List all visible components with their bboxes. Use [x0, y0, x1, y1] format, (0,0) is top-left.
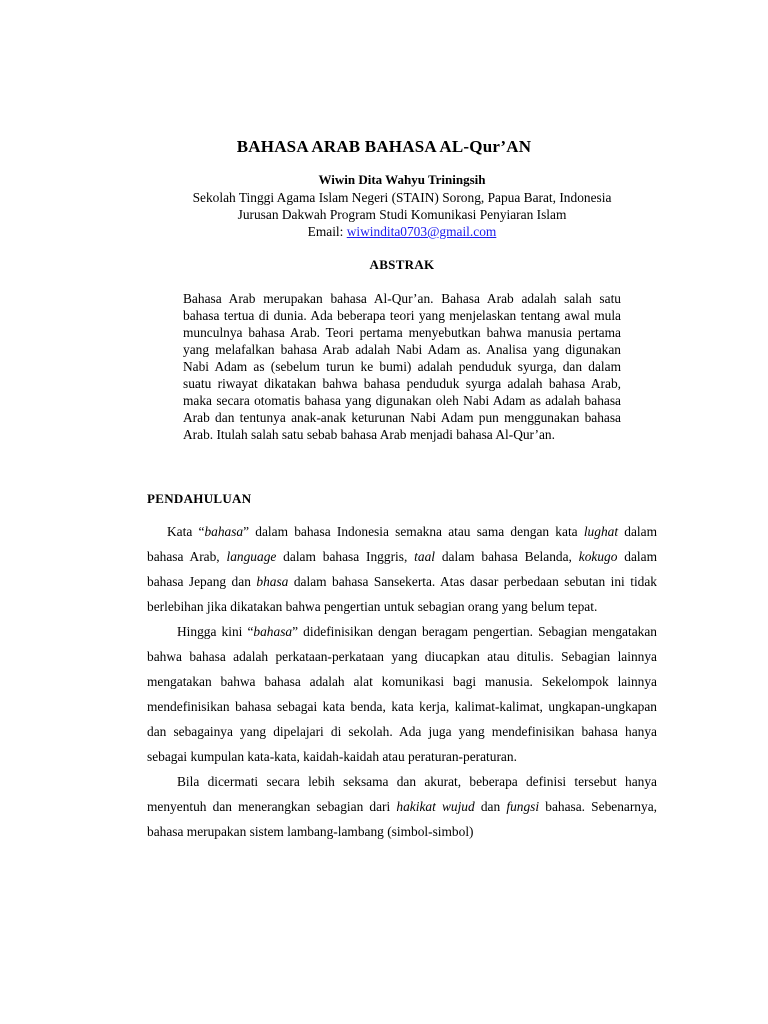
section-heading-pendahuluan: PENDAHULUAN — [147, 491, 252, 506]
paragraph-1: Kata “bahasa” dalam bahasa Indonesia semakna atau sama dengan kata lughat dalam bahasa Arab, language dalam bahasa Inggris, taal dalam bahasa Belanda, kokugo dalam bahasa Jepang dan bhasa dalam bahasa Sansekerta. Atas dasar perbedaan sebutan ini tidak berlebihan jika dikatakan bahwa pengertian untuk sebagian orang yang belum tepat. — [147, 524, 657, 614]
affiliation-institution: Sekolah Tinggi Agama Islam Negeri (STAIN) Sorong, Papua Barat, Indonesia — [192, 190, 612, 205]
email-label: Email: — [307, 224, 347, 239]
affiliation-department: Jurusan Dakwah Program Studi Komunikasi Penyiaran Islam — [237, 207, 567, 222]
abstract-heading: ABSTRAK — [369, 257, 435, 272]
email-line — [0, 223, 768, 240]
paragraph-3: Bila dicermati secara lebih seksama dan akurat, beberapa definisi tersebut hanya menyentuh dan menerangkan sebagian dari hakikat wujud dan fungsi bahasa. Sebenarnya, bahasa merupakan sistem lambang-lambang (simbol-simbol) — [147, 774, 657, 839]
paper-title: BAHASA ARAB BAHASA AL-Qur’AN — [236, 137, 532, 156]
affiliation-block — [0, 189, 768, 240]
paragraph-2: Hingga kini “bahasa” didefinisikan dengan beragam pengertian. Sebagian mengatakan bahwa bahasa adalah perkataan-perkataan yang diucapkan atau ditulis. Sebagian lainnya mengatakan bahwa bahasa adalah alat komunikasi bagi manusia. Sekelompok lainnya mendefinisikan bahasa sebagai kata benda, kata kerja, kalimat-kalimat, ungkapan-ungkapan dan sebagainya yang dipelajari di sekolah. Ada juga yang mendefinisikan bahasa hanya sebagai kumpulan kata-kata, kaidah-kaidah atau peraturan-peraturan. — [147, 624, 657, 764]
abstract-text: Bahasa Arab merupakan bahasa Al-Qur’an. Bahasa Arab adalah salah satu bahasa tertua di dunia. Ada beberapa teori yang menjelaskan tentang awal mula munculnya bahasa Arab. Teori pertama menyebutkan bahwa manusia pertama yang melafalkan bahasa Arab adalah Nabi Adam as. Analisa yang digunakan Nabi Adam as (sebelum turun ke bumi) adalah penduduk syurga, dan dalam suatu riwayat dikatakan bahwa bahasa penduduk syurga adalah bahasa Arab, maka secara otomatis bahasa yang digunakan oleh Nabi Adam as adalah bahasa Arab dan tentunya anak-anak keturunan Nabi Adam pun menggunakan bahasa Arab. Itulah salah satu sebab bahasa Arab menjadi bahasa Al-Qur’an. — [183, 291, 621, 442]
email-link[interactable]: wiwindita0703@gmail.com — [346, 224, 497, 239]
body-text — [147, 519, 657, 844]
author-name: Wiwin Dita Wahyu Triningsih — [318, 172, 486, 187]
